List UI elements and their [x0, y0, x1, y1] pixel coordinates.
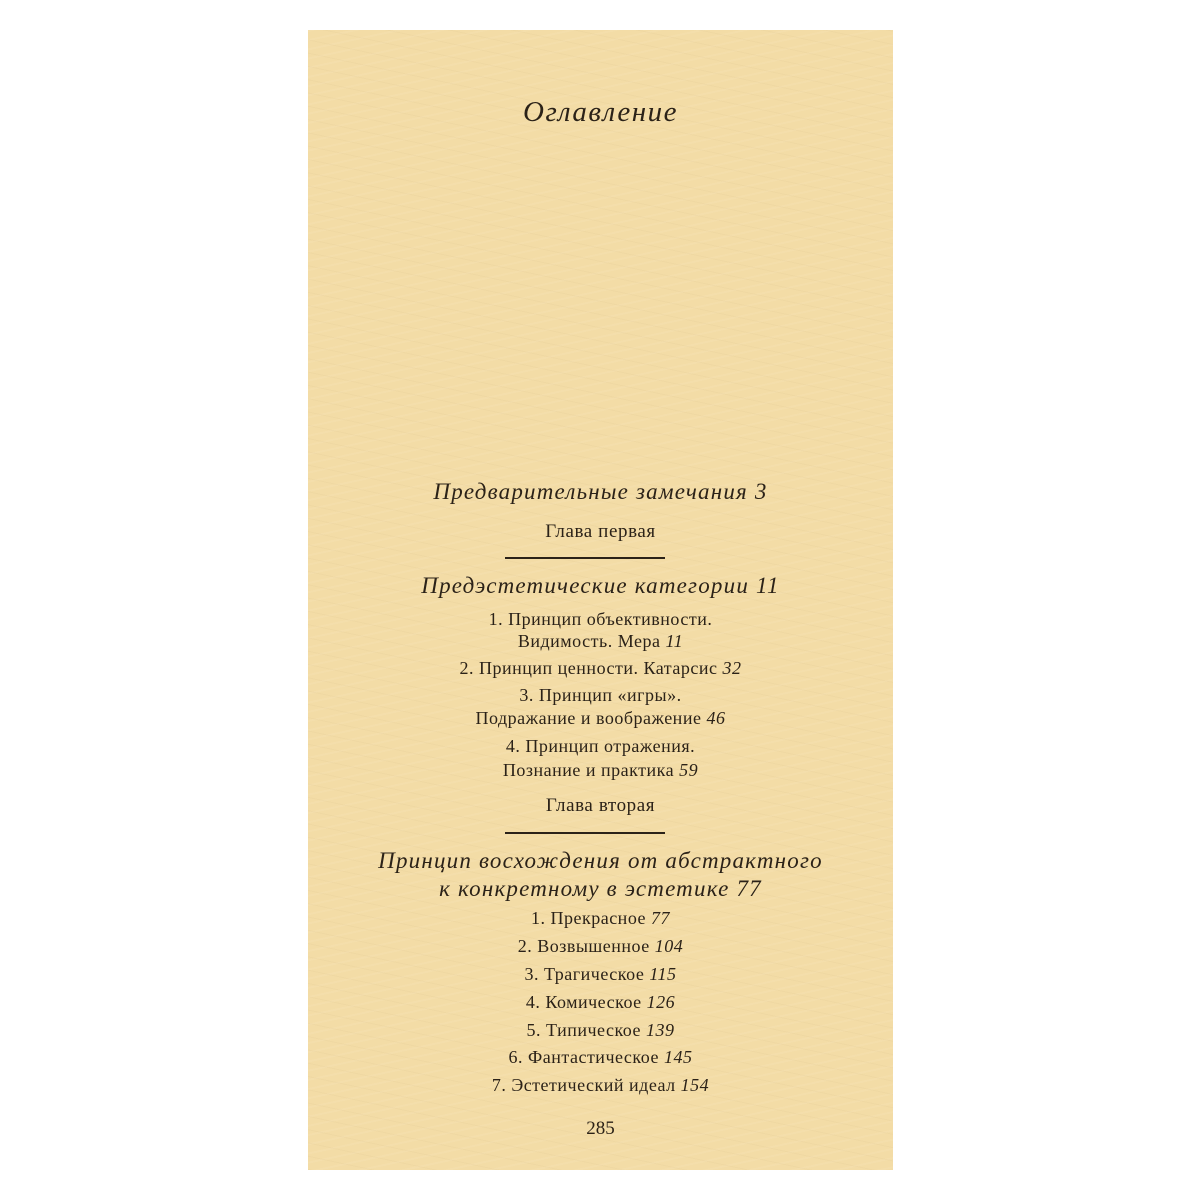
toc-entry: [308, 1018, 893, 1043]
chapter1-title-page: 11: [755, 573, 780, 598]
chapter2-title-line2: [308, 875, 893, 903]
chapter2-title-text: к конкретному в эстетике: [439, 876, 730, 901]
toc-entry-text: Познание и практика: [502, 760, 675, 780]
toc-entry: [308, 1045, 893, 1070]
toc-entry-text: 3. Трагическое: [524, 964, 645, 984]
chapter2-rule: [505, 832, 665, 834]
page-number: 285: [586, 1118, 615, 1139]
book-page: [308, 30, 893, 1170]
toc-entry: 1. Принцип объективности.: [488, 609, 713, 629]
toc-entry-text: 2. Возвышенное: [517, 936, 650, 956]
toc-entry-page: 139: [645, 1020, 675, 1040]
toc-entry: 4. Принцип отражения.: [505, 736, 696, 756]
preface-title: Предварительные замечания: [433, 479, 748, 504]
toc-entry-text: 5. Типическое: [526, 1020, 641, 1040]
chapter1-rule: [505, 557, 665, 559]
toc-entry: [308, 656, 893, 681]
toc-entry-page: 115: [649, 964, 677, 984]
toc-entry-page: 11: [665, 631, 684, 651]
toc-entry-page: 77: [651, 908, 671, 928]
chapter2-title-line1: Принцип восхождения от абстрактного: [378, 848, 823, 873]
toc-entry-text: 6. Фантастическое: [508, 1047, 659, 1067]
preface-page: 3: [754, 479, 768, 504]
toc-entry-page: 126: [646, 992, 676, 1012]
toc-entry: [308, 629, 893, 654]
chapter1-title: [308, 572, 893, 600]
toc-entry: [308, 706, 893, 731]
toc-entry-page: 59: [679, 760, 699, 780]
toc-entry-text: Видимость. Мера: [517, 631, 661, 651]
toc-entry: [308, 758, 893, 783]
toc-preface: [308, 478, 893, 506]
toc-entry-text: 1. Прекрасное: [530, 908, 647, 928]
chapter2-title-page: 77: [736, 876, 762, 901]
chapter2-label: Глава вторая: [545, 795, 656, 816]
toc-entry-page: 145: [663, 1047, 693, 1067]
toc-entry: [308, 934, 893, 959]
toc-entry: [308, 1073, 893, 1098]
toc-entry-text: 7. Эстетический идеал: [491, 1075, 676, 1095]
toc-entry: [308, 990, 893, 1015]
toc-entry-page: 154: [680, 1075, 710, 1095]
toc-entry-page: 104: [654, 936, 684, 956]
toc-entry: [308, 906, 893, 931]
toc-entry: 3. Принцип «игры».: [519, 685, 682, 705]
toc-heading: Оглавление: [523, 96, 678, 128]
chapter1-label: Глава первая: [545, 521, 656, 542]
toc-entry-page: 32: [722, 658, 742, 678]
chapter1-title-text: Предэстетические категории: [421, 573, 750, 598]
toc-entry-text: 2. Принцип ценности. Катарсис: [459, 658, 718, 678]
toc-entry-text: Подражание и воображение: [475, 708, 702, 728]
toc-entry: [308, 962, 893, 987]
toc-entry-page: 46: [706, 708, 726, 728]
toc-entry-text: 4. Комическое: [525, 992, 642, 1012]
